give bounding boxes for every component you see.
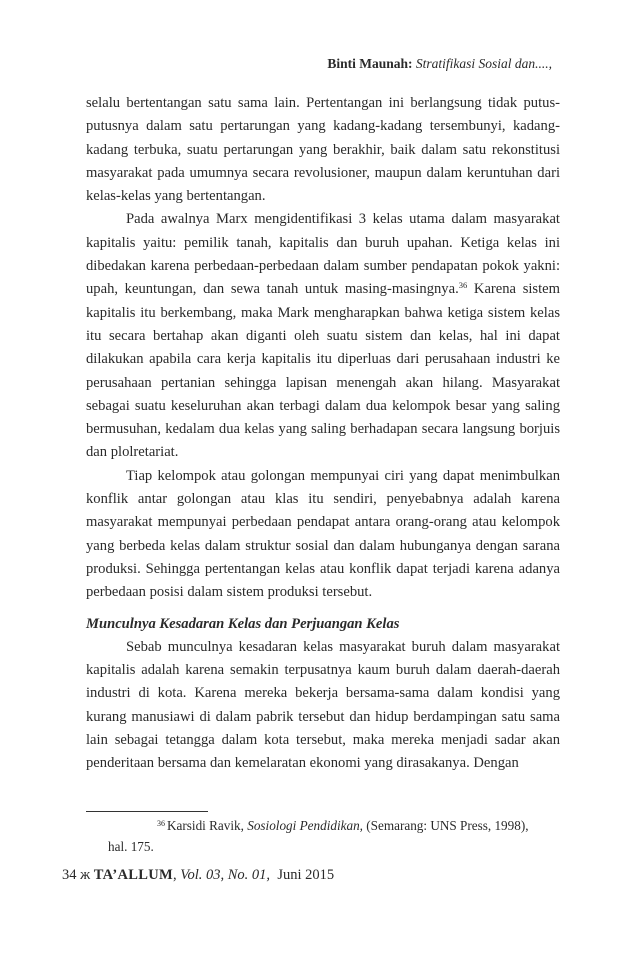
paragraph-3: Tiap kelompok atau golongan mempunyai ciri yang dapat menimbulkan konflik antar golongan atau klas itu sendiri, penyebabnya adalah karena masyarakat mempunyai perbedaan pendapat antara orang-orang atau kelompok yang berbeda kelas dalam struktur sosial dan dalam hubunganya dengan sarana produksi. Sehingga pertentangan kelas atau konflik dapat terjadi karena adanya perbedaan posisi dalam sistem produksi tersebut.: [86, 467, 560, 601]
paragraph-1: selalu bertentangan satu sama lain. Pertentangan ini berlangsung tidak putus-putusnya dalam satu pertarungan yang kadang-kadang tersembunyi, kadang-kadang terbuka, suatu pertarungan yang berakhir, baik dalam satu rekonstitusi masyarakat pada umumnya secara revolusioner, maupun dalam keruntuhan dari kelas-kelas yang bertentangan.: [86, 95, 560, 205]
journal-name: TA’ALLUM: [93, 867, 173, 883]
paragraph-2-text-a: Pada awalnya Marx mengidentifikasi 3 kelas utama dalam masyarakat kapitalis yaitu: pemilik tanah, kapitalis dan buruh upahan. Ketiga kelas ini dibedakan karena perbedaan-perbedaan dalam sumber pendapatan pokok yakni: upah, keuntungan, dan sewa tanah untuk masing-masingnya.: [86, 211, 560, 298]
running-header: [327, 56, 552, 72]
footnote: [86, 816, 560, 857]
paragraph-2: [86, 208, 560, 464]
paragraph-4: Sebab munculnya kesadaran kelas masyarakat buruh dalam masyarakat kapitalis adalah karena semakin terpusatnya kaum buruh dalam daerah-daerah industri di kota. Karena mereka bekerja bersama-sama dalam kondisi yang kurang manusiawi di dalam pabrik tersebut dan hidup berdampingan satu sama lain sebagai tetangga dalam kota tersebut, maka mereka menjadi sadar akan penderitaan bersama dan kemelaratan ekonomi yang dirasakanya. Dengan: [86, 638, 560, 772]
footnote-pages: hal. 175.: [108, 838, 154, 854]
footnote-number: 36: [157, 819, 165, 828]
journal-date: Juni 2015: [270, 867, 335, 883]
footnote-divider: [86, 811, 208, 812]
footnote-line-1: [86, 816, 560, 837]
footnote-publisher: (Semarang: UNS Press, 1998),: [362, 818, 529, 833]
footer-separator: ,: [172, 867, 181, 883]
paragraph-2-text-b: Karena sistem kapitalis itu berkembang, maka Mark mengharapkan bahwa ketiga sistem kelas itu secara bertahap akan diganti oleh suatu sistem dan kelas, hal ini dapat dilakukan apabila cara kerja kapitalis itu diperluas dari perusahaan industri ke perusahaan pertanian sehingga lapisan menengah akan hilang. Masyarakat sebagai suatu keseluruhan akan terbagi dalam dua kelompok besar yang saling bermusuhan, kedalam dua kelas yang saling berhadapan secara langsung borjuis dan plolretariat.: [86, 281, 560, 461]
section-heading: Munculnya Kesadaran Kelas dan Perjuangan Kelas: [86, 615, 400, 632]
footnote-reference: 36: [458, 280, 468, 291]
footnote-author: Karsidi Ravik,: [167, 818, 248, 833]
page-number: 34 ж: [62, 867, 94, 883]
body-text: [86, 92, 560, 776]
page-footer: [62, 867, 334, 884]
header-title: Stratifikasi Sosial dan....,: [415, 56, 552, 71]
header-author: Binti Maunah:: [327, 56, 413, 71]
footnote-book-title: Sosiologi Pendidikan,: [247, 818, 363, 833]
journal-volume: Vol. 03, No. 01,: [180, 867, 271, 883]
